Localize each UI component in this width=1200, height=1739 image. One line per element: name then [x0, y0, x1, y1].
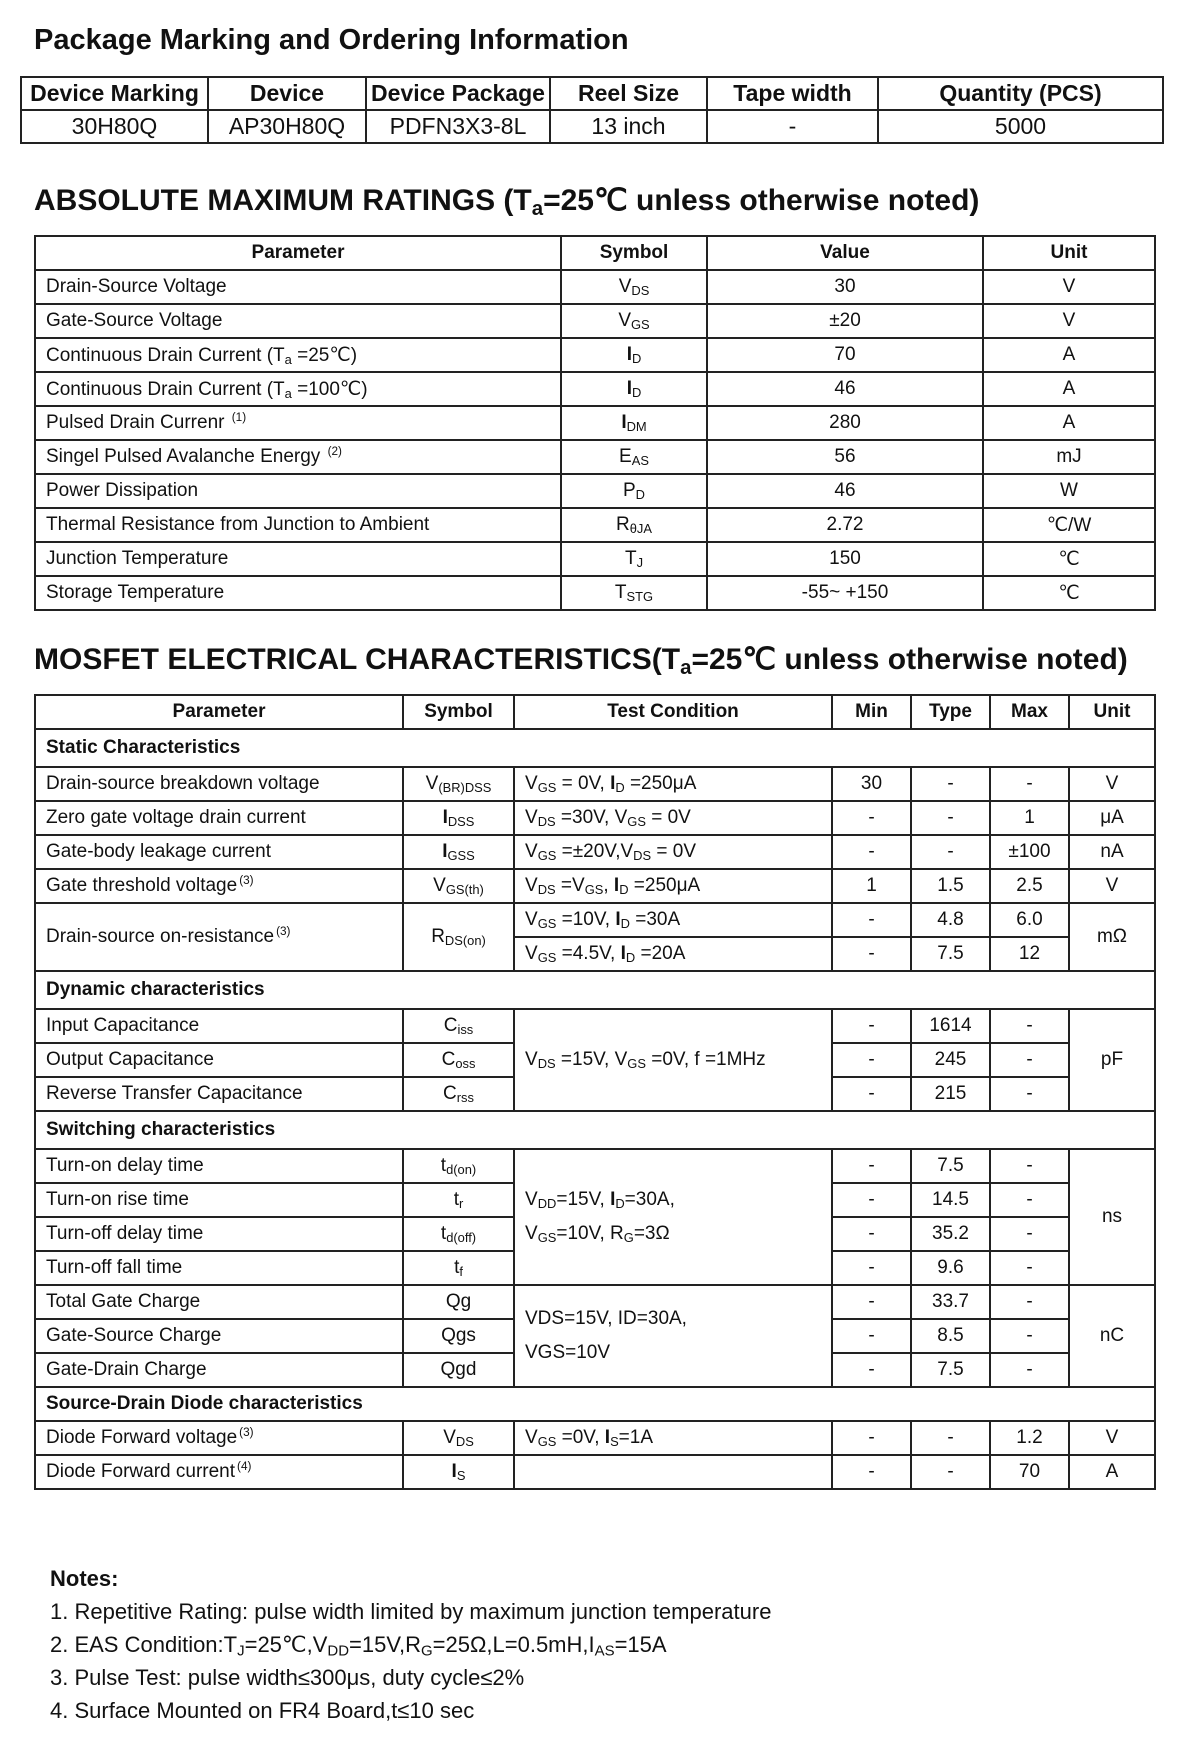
condition-cell: $V_{DS} =V_{GS}$, $I_D =250\mu A$	[514, 869, 832, 903]
elec-table	[34, 694, 1156, 1490]
unit-cell: V	[1069, 869, 1155, 903]
abs-max-table	[34, 235, 1156, 611]
unit-cell: nA	[1069, 835, 1155, 869]
header-parameter: Parameter	[35, 236, 561, 270]
param-cell: Diode Forward current $^{(4)}$	[35, 1455, 403, 1489]
symbol-cell: $P_D$	[561, 474, 707, 508]
param-cell: Singel Pulsed Avalanche Energy $^{(2)}$	[35, 440, 561, 474]
condition-cell: $V_{GS} =0V$, $I_S=1A$	[514, 1421, 832, 1455]
table-row	[35, 1009, 1155, 1043]
typ-cell: -	[911, 1421, 990, 1455]
value-cell: 150	[707, 542, 983, 576]
unit-cell: W	[983, 474, 1155, 508]
max-cell: -	[990, 1043, 1069, 1077]
unit-cell: A	[1069, 1455, 1155, 1489]
min-cell: -	[832, 1319, 911, 1353]
header-unit: Unit	[1069, 695, 1155, 729]
typ-cell: 8.5	[911, 1319, 990, 1353]
note-1: 1. Repetitive Rating: pulse width limited by maximum junction temperature	[50, 1599, 772, 1624]
symbol-cell: $V_{DS}$	[403, 1421, 514, 1455]
condition-cell: $V_{GS} =10V$, $I_D =30A$	[514, 903, 832, 937]
section-label-switching: Switching characteristics	[35, 1111, 1155, 1149]
param-cell: Drain-source on-resistance $^{(3)}$	[35, 903, 403, 971]
unit-cell: V	[1069, 1421, 1155, 1455]
param-cell: Turn-on delay time	[35, 1149, 403, 1183]
max-cell: 12	[990, 937, 1069, 971]
unit-cell: μA	[1069, 801, 1155, 835]
typ-cell: -	[911, 835, 990, 869]
abs-max-title-pre: ABSOLUTE MAXIMUM RATINGS (T	[34, 184, 532, 217]
unit-cell: V	[1069, 767, 1155, 801]
abs-max-title-post: =25℃ unless otherwise noted)	[543, 184, 980, 217]
table-row	[35, 440, 1155, 474]
typ-cell: -	[911, 1455, 990, 1489]
param-cell: Storage Temperature	[35, 576, 561, 610]
symbol-cell: Qgd	[403, 1353, 514, 1387]
elec-title-sub: a	[680, 657, 692, 680]
symbol-cell: $t_r$	[403, 1183, 514, 1217]
min-cell: 30	[832, 767, 911, 801]
param-cell: Output Capacitance	[35, 1043, 403, 1077]
symbol-cell: $E_{AS}$	[561, 440, 707, 474]
param-cell: Junction Temperature	[35, 542, 561, 576]
table-row	[35, 406, 1155, 440]
param-cell: Drain-source breakdown voltage	[35, 767, 403, 801]
cell-reel-size: 13 inch	[550, 110, 707, 143]
max-cell: -	[990, 1077, 1069, 1111]
symbol-cell: $I_{DM}$	[561, 406, 707, 440]
symbol-cell: $T_{STG}$	[561, 576, 707, 610]
symbol-cell: $R_{DS(on)}$	[403, 903, 514, 971]
value-cell: 30	[707, 270, 983, 304]
header-value: Value	[707, 236, 983, 270]
table-row	[35, 1285, 1155, 1319]
max-cell: -	[990, 767, 1069, 801]
header-symbol: Symbol	[561, 236, 707, 270]
table-row	[35, 801, 1155, 835]
symbol-cell: $R_{\theta JA}$	[561, 508, 707, 542]
table-row	[35, 474, 1155, 508]
elec-title-post: =25℃ unless otherwise noted)	[691, 643, 1128, 676]
typ-cell: 7.5	[911, 1353, 990, 1387]
max-cell: 70	[990, 1455, 1069, 1489]
section-label-dynamic: Dynamic characteristics	[35, 971, 1155, 1009]
condition-cell: $V_{DS} =15V$, $V_{GS} =0V$, f =1MHz	[514, 1009, 832, 1111]
param-cell: Reverse Transfer Capacitance	[35, 1077, 403, 1111]
symbol-cell: $I_S$	[403, 1455, 514, 1489]
notes-title: Notes:	[50, 1566, 119, 1591]
unit-cell: mΩ	[1069, 903, 1155, 971]
max-cell: 1.2	[990, 1421, 1069, 1455]
table-row	[35, 542, 1155, 576]
unit-cell: V	[983, 270, 1155, 304]
value-cell: -55~ +150	[707, 576, 983, 610]
min-cell: -	[832, 937, 911, 971]
symbol-cell: $C_{rss}$	[403, 1077, 514, 1111]
unit-cell: A	[983, 406, 1155, 440]
unit-cell: mJ	[983, 440, 1155, 474]
unit-cell: ns	[1069, 1149, 1155, 1285]
min-cell: -	[832, 1421, 911, 1455]
header-unit: Unit	[983, 236, 1155, 270]
section-row-static	[35, 729, 1155, 767]
cell-tape-width: -	[707, 110, 878, 143]
min-cell: -	[832, 1353, 911, 1387]
unit-cell: nC	[1069, 1285, 1155, 1387]
min-cell: -	[832, 801, 911, 835]
elec-header-row	[35, 695, 1155, 729]
symbol-cell: Qg	[403, 1285, 514, 1319]
abs-max-title	[34, 183, 980, 221]
header-min: Min	[832, 695, 911, 729]
param-cell: Gate threshold voltage $^{(3)}$	[35, 869, 403, 903]
typ-cell: 1614	[911, 1009, 990, 1043]
unit-cell: V	[983, 304, 1155, 338]
cell-device-package: PDFN3X3-8L	[366, 110, 550, 143]
min-cell: -	[832, 1149, 911, 1183]
typ-cell: 215	[911, 1077, 990, 1111]
param-cell: Zero gate voltage drain current	[35, 801, 403, 835]
max-cell: -	[990, 1009, 1069, 1043]
typ-cell: 1.5	[911, 869, 990, 903]
value-cell: 46	[707, 372, 983, 406]
table-row	[35, 338, 1155, 372]
param-cell: Gate-body leakage current	[35, 835, 403, 869]
value-cell: 46	[707, 474, 983, 508]
min-cell: -	[832, 1077, 911, 1111]
min-cell: -	[832, 1455, 911, 1489]
table-row	[35, 372, 1155, 406]
symbol-cell: $V_{GS}$	[561, 304, 707, 338]
symbol-cell: $V_{(BR)DSS}$	[403, 767, 514, 801]
value-cell: ±20	[707, 304, 983, 338]
param-cell: Input Capacitance	[35, 1009, 403, 1043]
min-cell: -	[832, 1183, 911, 1217]
typ-cell: 9.6	[911, 1251, 990, 1285]
unit-cell: ℃/W	[983, 508, 1155, 542]
value-cell: 2.72	[707, 508, 983, 542]
max-cell: 2.5	[990, 869, 1069, 903]
symbol-cell: Qgs	[403, 1319, 514, 1353]
elec-title	[34, 642, 1128, 680]
ordering-title: Package Marking and Ordering Information	[34, 24, 629, 56]
symbol-cell: $I_{DSS}$	[403, 801, 514, 835]
param-cell: Pulsed Drain Currenr $^{(1)}$	[35, 406, 561, 440]
condition-cell: VDS=15V, ID=30A, VGS=10V	[514, 1285, 832, 1387]
section-row-switching	[35, 1111, 1155, 1149]
section-row-diode	[35, 1387, 1155, 1421]
symbol-cell: $C_{iss}$	[403, 1009, 514, 1043]
table-row	[35, 835, 1155, 869]
typ-cell: 245	[911, 1043, 990, 1077]
note-3: 3. Pulse Test: pulse width≤300μs, duty cycle≤2%	[50, 1665, 525, 1690]
typ-cell: -	[911, 801, 990, 835]
header-device-package: Device Package	[366, 77, 550, 110]
notes-section	[50, 1562, 771, 1727]
max-cell: 1	[990, 801, 1069, 835]
param-cell: Gate-Source Charge	[35, 1319, 403, 1353]
min-cell: -	[832, 1251, 911, 1285]
abs-max-header-row	[35, 236, 1155, 270]
min-cell: -	[832, 903, 911, 937]
condition-cell: $V_{DD}=15V$, $I_D=30A$, $V_{GS}=10V$, $R_G=3\Omega$	[514, 1149, 832, 1285]
param-cell: Drain-Source Voltage	[35, 270, 561, 304]
param-cell: Total Gate Charge	[35, 1285, 403, 1319]
param-cell: Continuous Drain Current ($T_a$ =100℃)	[35, 372, 561, 406]
max-cell: -	[990, 1183, 1069, 1217]
header-max: Max	[990, 695, 1069, 729]
cell-quantity: 5000	[878, 110, 1163, 143]
table-row	[35, 1421, 1155, 1455]
param-cell: Turn-off fall time	[35, 1251, 403, 1285]
max-cell: -	[990, 1217, 1069, 1251]
symbol-cell: $I_D$	[561, 338, 707, 372]
min-cell: -	[832, 835, 911, 869]
min-cell: -	[832, 1043, 911, 1077]
header-parameter: Parameter	[35, 695, 403, 729]
condition-cell: $V_{GS} =\pm 20V,V_{DS} = 0V$	[514, 835, 832, 869]
header-symbol: Symbol	[403, 695, 514, 729]
max-cell: -	[990, 1251, 1069, 1285]
table-row	[35, 869, 1155, 903]
ordering-row	[21, 110, 1163, 143]
unit-cell: pF	[1069, 1009, 1155, 1111]
condition-cell: $V_{DS} =30V$, $V_{GS} = 0V$	[514, 801, 832, 835]
symbol-cell: $t_{d(off)}$	[403, 1217, 514, 1251]
max-cell: ±100	[990, 835, 1069, 869]
param-cell: Gate-Source Voltage	[35, 304, 561, 338]
header-reel-size: Reel Size	[550, 77, 707, 110]
param-cell: Continuous Drain Current ($T_a$ =25℃)	[35, 338, 561, 372]
typ-cell: 7.5	[911, 937, 990, 971]
min-cell: -	[832, 1285, 911, 1319]
typ-cell: 33.7	[911, 1285, 990, 1319]
min-cell: -	[832, 1217, 911, 1251]
section-row-dynamic	[35, 971, 1155, 1009]
typ-cell: -	[911, 767, 990, 801]
symbol-cell: $T_J$	[561, 542, 707, 576]
header-quantity: Quantity (PCS)	[878, 77, 1163, 110]
header-tape-width: Tape width	[707, 77, 878, 110]
note-4: 4. Surface Mounted on FR4 Board,t≤10 sec	[50, 1698, 475, 1723]
param-cell: Turn-off delay time	[35, 1217, 403, 1251]
table-row	[35, 767, 1155, 801]
unit-cell: ℃	[983, 576, 1155, 610]
condition-cell	[514, 1455, 832, 1489]
header-device: Device	[208, 77, 366, 110]
ordering-header-row	[21, 77, 1163, 110]
table-row	[35, 304, 1155, 338]
symbol-cell: $I_{GSS}$	[403, 835, 514, 869]
symbol-cell: $C_{oss}$	[403, 1043, 514, 1077]
note-2: 2. EAS $Condition:T_J=25℃,V_{DD}=15V,R_G=25\Omega,L=0.5mH,I_{AS}=15A$	[50, 1632, 667, 1660]
max-cell: 6.0	[990, 903, 1069, 937]
condition-cell: $V_{GS} = 0V$, $I_D =250\mu A$	[514, 767, 832, 801]
cell-device: AP30H80Q	[208, 110, 366, 143]
symbol-cell: $I_D$	[561, 372, 707, 406]
table-row	[35, 1455, 1155, 1489]
table-row	[35, 576, 1155, 610]
symbol-cell: $t_{d(on)}$	[403, 1149, 514, 1183]
typ-cell: 14.5	[911, 1183, 990, 1217]
max-cell: -	[990, 1319, 1069, 1353]
symbol-cell: $V_{GS(th)}$	[403, 869, 514, 903]
abs-max-title-sub: a	[531, 198, 544, 221]
typ-cell: 7.5	[911, 1149, 990, 1183]
value-cell: 280	[707, 406, 983, 440]
section-label-static: Static Characteristics	[35, 729, 1155, 767]
table-row	[35, 508, 1155, 542]
param-cell: Turn-on rise time	[35, 1183, 403, 1217]
param-cell: Power Dissipation	[35, 474, 561, 508]
param-cell: Gate-Drain Charge	[35, 1353, 403, 1387]
header-device-marking: Device Marking	[21, 77, 208, 110]
unit-cell: A	[983, 338, 1155, 372]
min-cell: 1	[832, 869, 911, 903]
unit-cell: ℃	[983, 542, 1155, 576]
ordering-table	[20, 76, 1164, 144]
cell-device-marking: 30H80Q	[21, 110, 208, 143]
abs-max-body	[35, 270, 1155, 610]
max-cell: -	[990, 1353, 1069, 1387]
param-cell: Diode Forward voltage $^{(3)}$	[35, 1421, 403, 1455]
table-row	[35, 270, 1155, 304]
header-type: Type	[911, 695, 990, 729]
section-label-diode: Source-Drain Diode characteristics	[35, 1387, 1155, 1421]
unit-cell: A	[983, 372, 1155, 406]
elec-title-pre: MOSFET ELECTRICAL CHARACTERISTICS(T	[34, 643, 681, 676]
header-test-condition: Test Condition	[514, 695, 832, 729]
symbol-cell: $V_{DS}$	[561, 270, 707, 304]
value-cell: 70	[707, 338, 983, 372]
max-cell: -	[990, 1285, 1069, 1319]
typ-cell: 4.8	[911, 903, 990, 937]
condition-cell: $V_{GS} =4.5V$, $I_D =20A$	[514, 937, 832, 971]
table-row	[35, 1149, 1155, 1183]
max-cell: -	[990, 1149, 1069, 1183]
symbol-cell: $t_f$	[403, 1251, 514, 1285]
min-cell: -	[832, 1009, 911, 1043]
table-row	[35, 903, 1155, 937]
value-cell: 56	[707, 440, 983, 474]
typ-cell: 35.2	[911, 1217, 990, 1251]
param-cell: Thermal Resistance from Junction to Ambient	[35, 508, 561, 542]
